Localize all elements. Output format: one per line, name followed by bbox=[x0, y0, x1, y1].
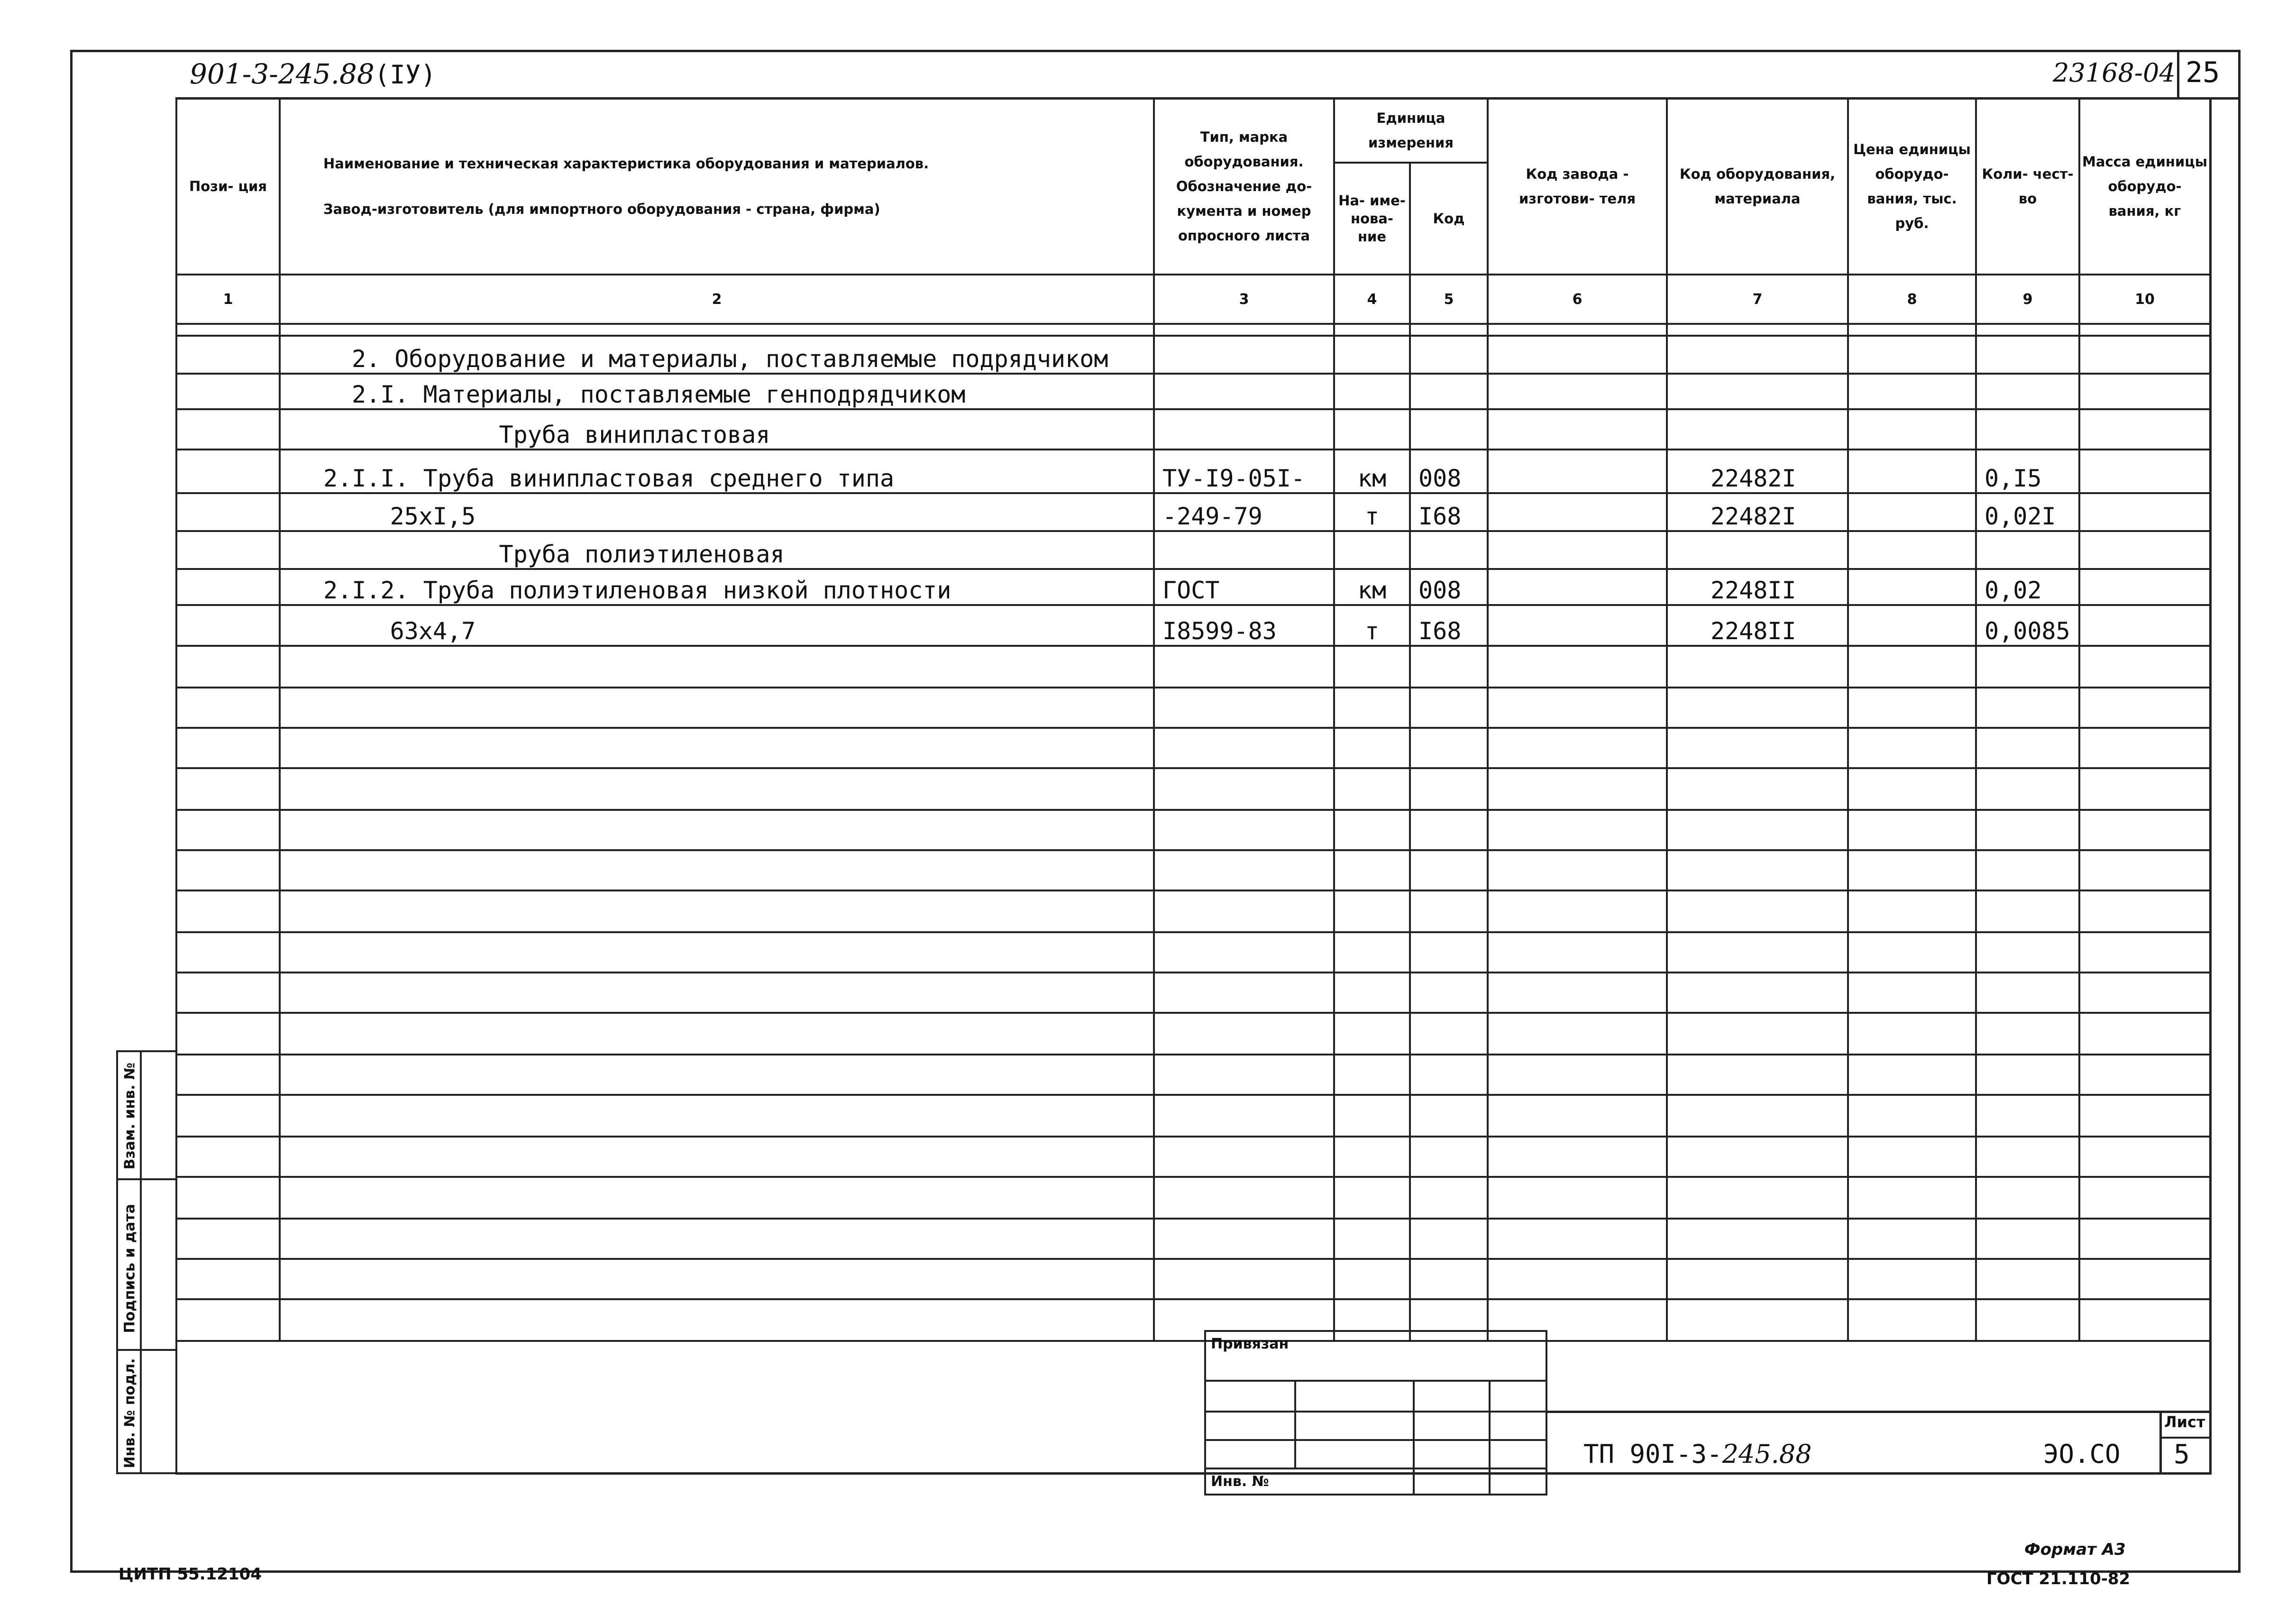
binding-stamp bbox=[1204, 1330, 1547, 1496]
header-type: Тип, марка оборудования. Обозначение до- кумента и номер опросного листа bbox=[1154, 98, 1334, 275]
table-row: 63х4,7 I8599-83 т I68 2248II 0,0085 bbox=[176, 605, 2210, 646]
empty-table-row bbox=[176, 1055, 2210, 1095]
list-label-line bbox=[2159, 1437, 2209, 1439]
spacer-row bbox=[176, 324, 2210, 336]
specification-table bbox=[175, 97, 2211, 1342]
table-row: Труба винипластовая bbox=[176, 409, 2210, 450]
empty-table-row bbox=[176, 973, 2210, 1013]
empty-table-row bbox=[176, 850, 2210, 890]
list-divider bbox=[2159, 1411, 2162, 1475]
empty-table-row bbox=[176, 890, 2210, 932]
header-factory-code: Код завода - изготови- теля bbox=[1488, 98, 1667, 275]
title-block-top bbox=[1546, 1411, 2209, 1413]
empty-table-row bbox=[176, 1299, 2210, 1341]
sheet-label: Лист bbox=[2164, 1413, 2205, 1431]
table-row: 2.I.I. Труба винипластовая среднего типа ТУ-I9-05I- км 008 22482I 0,I5 bbox=[176, 450, 2210, 493]
header-unit-name: На- име- нова- ние bbox=[1334, 163, 1410, 275]
empty-table-row bbox=[176, 1137, 2210, 1177]
signature-date-label: Подпись и дата bbox=[121, 1204, 138, 1333]
column-number-row: 1 2 3 4 5 6 7 8 9 10 bbox=[176, 275, 2210, 324]
signature-date-cell bbox=[141, 1179, 176, 1350]
bottom-line bbox=[175, 1472, 2209, 1475]
sheet-code: 23168-04 bbox=[2053, 58, 2176, 88]
page-number-divider bbox=[2177, 50, 2179, 97]
replacement-inventory-label: Взам. инв. № bbox=[121, 1062, 138, 1170]
print-label: ЦИТП 55.12104 bbox=[119, 1565, 262, 1584]
section-code: ЭО.СО bbox=[2043, 1439, 2121, 1469]
header-quantity: Коли- чест- во bbox=[1976, 98, 2079, 275]
project-designation: ТП 90I-3-245.88 bbox=[1583, 1439, 1812, 1469]
original-inventory-cell bbox=[141, 1350, 176, 1473]
empty-table-row bbox=[176, 1219, 2210, 1259]
header-unit-group: Единица измерения bbox=[1334, 98, 1488, 163]
table-row: 2.I. Материалы, поставляемые генподрядчиком bbox=[176, 374, 2210, 409]
replacement-inventory-cell bbox=[141, 1051, 176, 1179]
header-material-code: Код оборудования, материала bbox=[1667, 98, 1848, 275]
empty-table-row bbox=[176, 1177, 2210, 1219]
empty-table-row bbox=[176, 932, 2210, 973]
header-position: Пози- ция bbox=[176, 98, 280, 275]
header-mass: Масса единицы оборудо- вания, кг bbox=[2079, 98, 2210, 275]
table-row: Труба полиэтиленовая bbox=[176, 531, 2210, 569]
sheet-number: 5 bbox=[2174, 1439, 2190, 1470]
table-row: 2. Оборудование и материалы, поставляемые подрядчиком bbox=[176, 336, 2210, 374]
side-stamp bbox=[116, 1050, 177, 1474]
original-inventory-label: Инв. № подл. bbox=[121, 1358, 138, 1468]
header-name: Наименование и техническая характеристика оборудования и материалов. Завод-изготовитель (для импортного оборудования - страна, фирма) bbox=[280, 98, 1154, 275]
header-price: Цена единицы оборудо- вания, тыс. руб. bbox=[1848, 98, 1976, 275]
empty-table-row bbox=[176, 688, 2210, 728]
page-number: 25 bbox=[2186, 56, 2220, 89]
table-row: 2.I.2. Труба полиэтиленовая низкой плотности ГОСТ км 008 2248II 0,02 bbox=[176, 569, 2210, 605]
empty-table-row bbox=[176, 1095, 2210, 1137]
empty-table-row bbox=[176, 1013, 2210, 1055]
empty-table-row bbox=[176, 728, 2210, 768]
document-code: 901-3-245.88(IУ) bbox=[190, 58, 436, 90]
empty-table-row bbox=[176, 646, 2210, 688]
empty-table-row bbox=[176, 768, 2210, 810]
format-label: Формат А3 bbox=[2024, 1540, 2126, 1559]
binding-label: Привязан bbox=[1205, 1331, 1546, 1381]
right-line bbox=[2209, 97, 2212, 1475]
inventory-number-label: Инв. № bbox=[1205, 1468, 1414, 1495]
header-unit-code: Код bbox=[1410, 163, 1488, 275]
gost-label: ГОСТ 21.110-82 bbox=[1986, 1569, 2131, 1588]
table-row: 25хI,5 -249-79 т I68 22482I 0,02I bbox=[176, 493, 2210, 531]
empty-table-row bbox=[176, 1259, 2210, 1299]
empty-table-row bbox=[176, 810, 2210, 850]
